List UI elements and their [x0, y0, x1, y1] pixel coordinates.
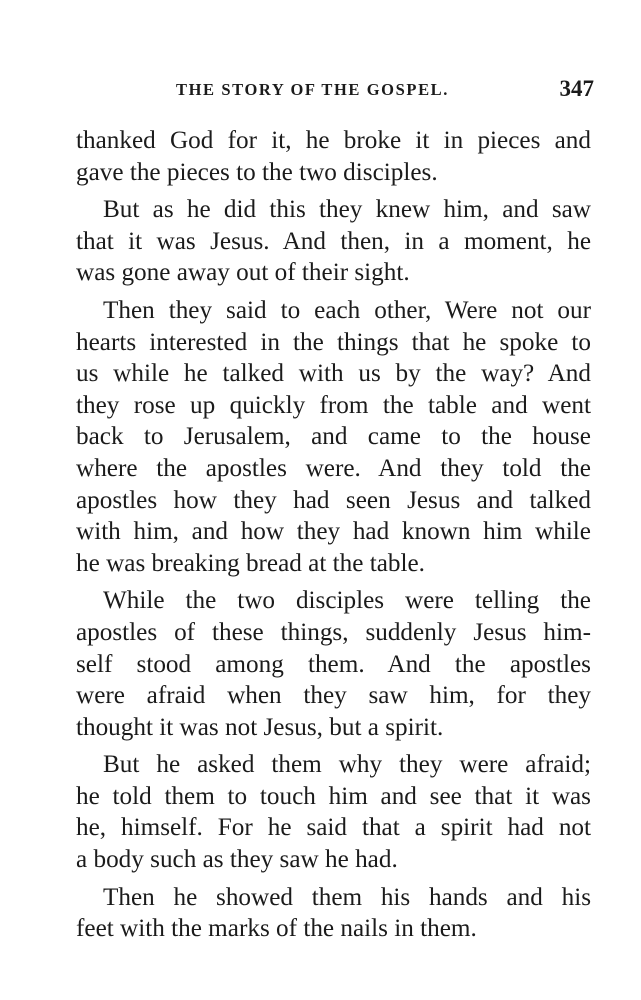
text-line: they rose up quickly from the table and went: [76, 391, 591, 419]
text-line: Then he showed them his hands and his: [103, 883, 591, 911]
text-line: feet with the marks of the nails in them.: [76, 915, 477, 943]
text-line: self stood among them. And the apostles: [76, 650, 591, 678]
text-line: gave the pieces to the two disciples.: [76, 158, 438, 186]
text-line: Then they said to each other, Were not our: [103, 296, 591, 324]
text-line: us while he talked with us by the way? And: [76, 360, 591, 388]
page-number: 347: [559, 76, 594, 101]
paragraph-1: [76, 125, 591, 188]
paragraph-5: [76, 749, 591, 875]
text-line: thanked God for it, he broke it in pieces and: [76, 127, 591, 154]
text-line: apostles how they had seen Jesus and talked: [76, 486, 591, 514]
paragraph-3: [76, 295, 591, 579]
text-line: a body such as they saw he had.: [76, 846, 398, 874]
text-line: thought it was not Jesus, but a spirit.: [76, 713, 444, 741]
running-title: THE STORY OF THE GOSPEL.: [176, 80, 450, 99]
text-line: was gone away out of their sight.: [76, 259, 410, 287]
text-line: were afraid when they saw him, for they: [76, 682, 591, 710]
text-line: that it was Jesus. And then, in a moment, he: [76, 227, 591, 255]
paragraph-4: [76, 585, 591, 743]
text-line: he, himself. For he said that a spirit had not: [76, 814, 591, 842]
text-line: hearts interested in the things that he spoke to: [76, 328, 591, 356]
text-line: apostles of these things, suddenly Jesus him-: [76, 618, 591, 646]
text-line: back to Jerusalem, and came to the house: [76, 423, 591, 451]
text-line: where the apostles were. And they told the: [76, 454, 591, 482]
running-header: [76, 78, 594, 106]
text-line: with him, and how they had known him while: [76, 518, 591, 546]
paragraph-6: [76, 882, 591, 945]
page-body-text: [76, 125, 591, 945]
text-line: he was breaking bread at the table.: [76, 549, 425, 577]
text-line: he told them to touch him and see that it was: [76, 782, 591, 810]
text-line: But he asked them why they were afraid;: [103, 751, 591, 779]
text-line: While the two disciples were telling the: [103, 587, 591, 615]
text-line: But as he did this they knew him, and saw: [103, 196, 591, 224]
paragraph-2: [76, 194, 591, 289]
